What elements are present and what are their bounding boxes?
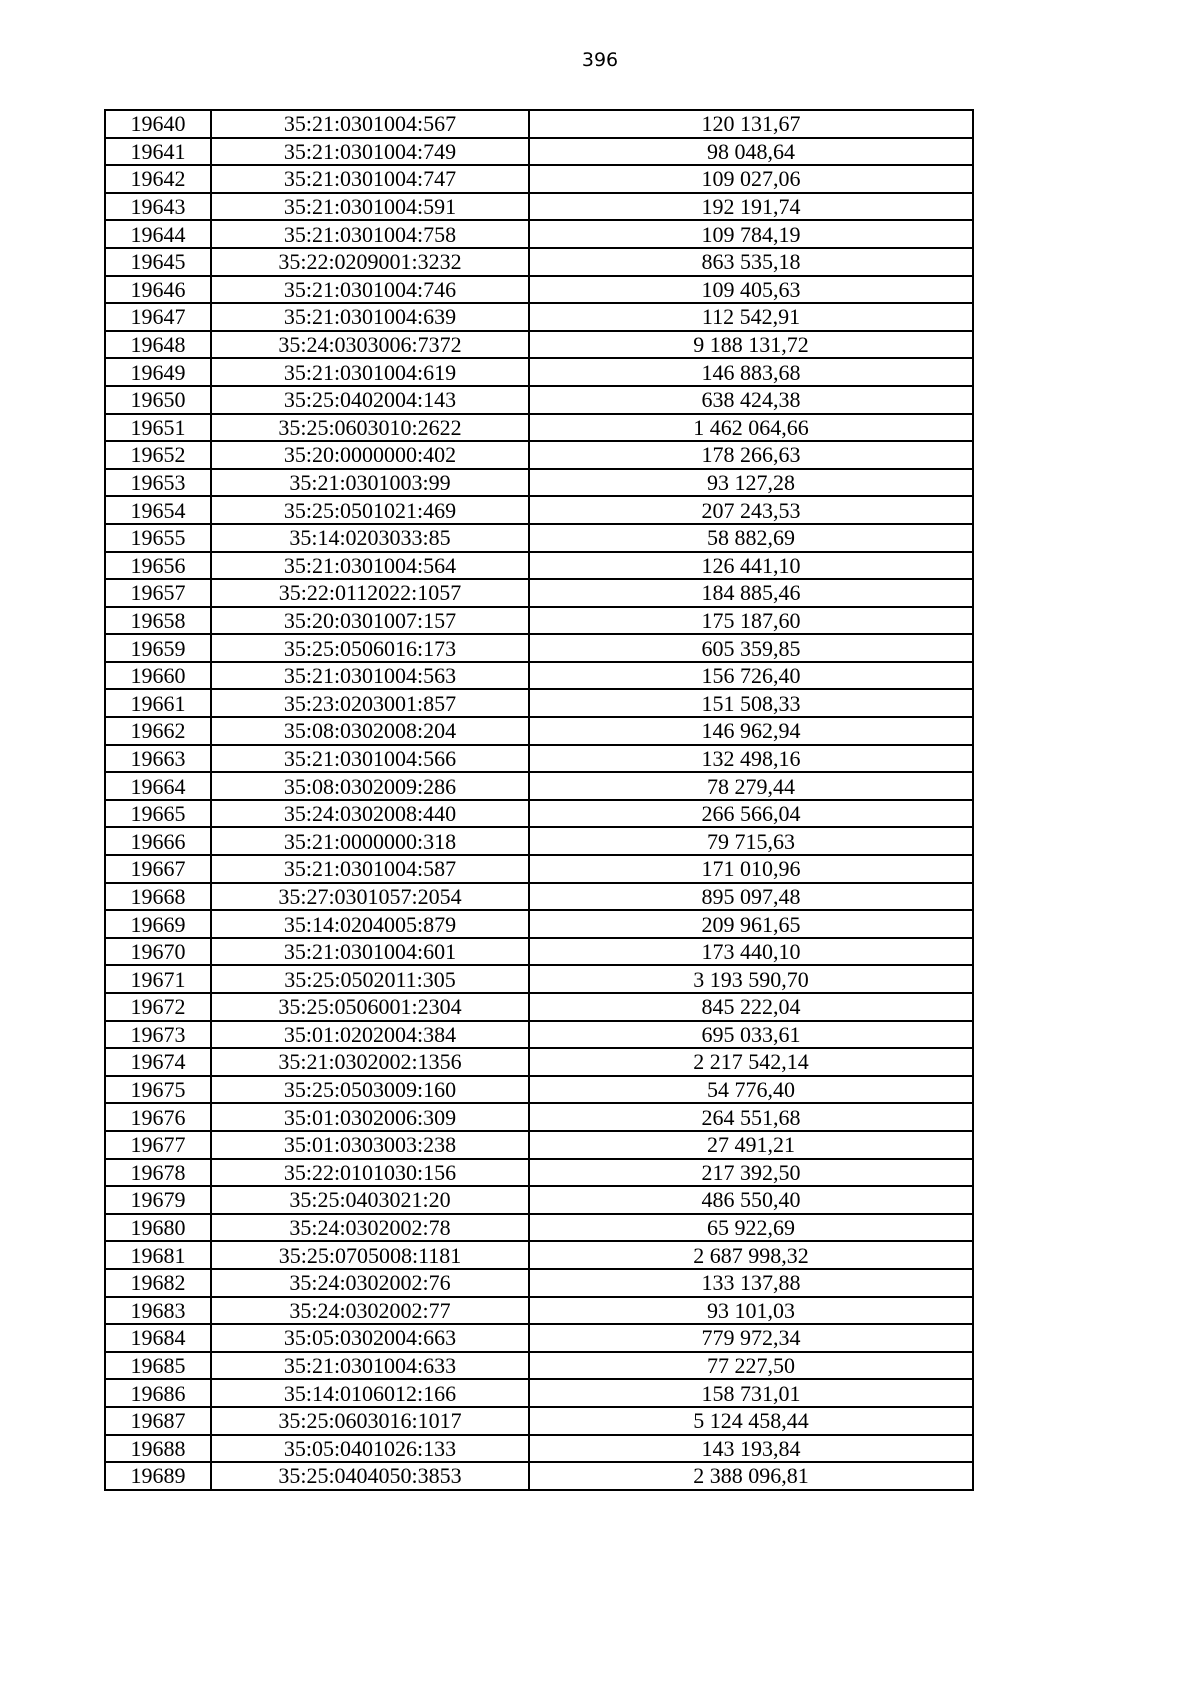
- cadastral-value-cell: 98 048,64: [529, 138, 973, 166]
- row-number-cell: 19661: [105, 689, 211, 717]
- cadastral-value-cell: 77 227,50: [529, 1352, 973, 1380]
- table-row: [105, 386, 973, 414]
- cadastral-number-cell: 35:21:0301004:619: [211, 358, 529, 386]
- cadastral-number-cell: 35:21:0301004:758: [211, 220, 529, 248]
- row-number-cell: 19671: [105, 965, 211, 993]
- cadastral-value-cell: 695 033,61: [529, 1021, 973, 1049]
- cadastral-number-cell: 35:25:0603010:2622: [211, 414, 529, 442]
- table-row: [105, 1379, 973, 1407]
- cadastral-number-cell: 35:14:0106012:166: [211, 1379, 529, 1407]
- cadastral-value-cell: 5 124 458,44: [529, 1407, 973, 1435]
- table-row: [105, 1462, 973, 1490]
- row-number-cell: 19664: [105, 772, 211, 800]
- row-number-cell: 19684: [105, 1324, 211, 1352]
- table-row: [105, 220, 973, 248]
- cadastral-number-cell: 35:21:0301003:99: [211, 469, 529, 497]
- cadastral-value-cell: 9 188 131,72: [529, 331, 973, 359]
- table-row: [105, 1324, 973, 1352]
- table-row: [105, 496, 973, 524]
- cadastral-number-cell: 35:21:0301004:749: [211, 138, 529, 166]
- cadastral-number-cell: 35:22:0101030:156: [211, 1159, 529, 1187]
- table-row: [105, 855, 973, 883]
- row-number-cell: 19648: [105, 331, 211, 359]
- row-number-cell: 19641: [105, 138, 211, 166]
- cadastral-value-cell: 58 882,69: [529, 524, 973, 552]
- row-number-cell: 19683: [105, 1297, 211, 1325]
- table-row: [105, 717, 973, 745]
- cadastral-value-cell: 173 440,10: [529, 938, 973, 966]
- row-number-cell: 19655: [105, 524, 211, 552]
- table-row: [105, 634, 973, 662]
- cadastral-number-cell: 35:24:0302002:78: [211, 1214, 529, 1242]
- cadastral-number-cell: 35:05:0302004:663: [211, 1324, 529, 1352]
- cadastral-number-cell: 35:22:0112022:1057: [211, 579, 529, 607]
- row-number-cell: 19668: [105, 883, 211, 911]
- table-body: [105, 110, 973, 1490]
- table-row: [105, 552, 973, 580]
- cadastral-number-cell: 35:25:0402004:143: [211, 386, 529, 414]
- table-row: [105, 1297, 973, 1325]
- row-number-cell: 19644: [105, 220, 211, 248]
- cadastral-value-cell: 779 972,34: [529, 1324, 973, 1352]
- cadastral-number-cell: 35:21:0301004:639: [211, 303, 529, 331]
- cadastral-value-cell: 132 498,16: [529, 745, 973, 773]
- cadastral-number-cell: 35:25:0501021:469: [211, 496, 529, 524]
- row-number-cell: 19687: [105, 1407, 211, 1435]
- cadastral-number-cell: 35:20:0000000:402: [211, 441, 529, 469]
- table-row: [105, 1269, 973, 1297]
- cadastral-value-table: [104, 109, 974, 1491]
- cadastral-value-cell: 486 550,40: [529, 1186, 973, 1214]
- row-number-cell: 19680: [105, 1214, 211, 1242]
- page-number: 396: [581, 49, 619, 71]
- cadastral-value-cell: 217 392,50: [529, 1159, 973, 1187]
- cadastral-number-cell: 35:21:0301004:591: [211, 193, 529, 221]
- cadastral-value-cell: 845 222,04: [529, 993, 973, 1021]
- cadastral-number-cell: 35:24:0302008:440: [211, 800, 529, 828]
- cadastral-value-cell: 93 127,28: [529, 469, 973, 497]
- cadastral-number-cell: 35:21:0301004:747: [211, 165, 529, 193]
- table-row: [105, 910, 973, 938]
- cadastral-number-cell: 35:25:0502011:305: [211, 965, 529, 993]
- cadastral-value-cell: 109 027,06: [529, 165, 973, 193]
- row-number-cell: 19682: [105, 1269, 211, 1297]
- cadastral-number-cell: 35:21:0302002:1356: [211, 1048, 529, 1076]
- cadastral-value-cell: 184 885,46: [529, 579, 973, 607]
- table-row: [105, 358, 973, 386]
- row-number-cell: 19677: [105, 1131, 211, 1159]
- row-number-cell: 19674: [105, 1048, 211, 1076]
- cadastral-number-cell: 35:14:0204005:879: [211, 910, 529, 938]
- cadastral-value-cell: 143 193,84: [529, 1435, 973, 1463]
- cadastral-value-cell: 54 776,40: [529, 1076, 973, 1104]
- cadastral-value-cell: 605 359,85: [529, 634, 973, 662]
- table-row: [105, 165, 973, 193]
- cadastral-number-cell: 35:08:0302008:204: [211, 717, 529, 745]
- cadastral-number-cell: 35:01:0202004:384: [211, 1021, 529, 1049]
- row-number-cell: 19640: [105, 110, 211, 138]
- table-row: [105, 303, 973, 331]
- cadastral-value-cell: 146 962,94: [529, 717, 973, 745]
- row-number-cell: 19681: [105, 1241, 211, 1269]
- cadastral-value-cell: 207 243,53: [529, 496, 973, 524]
- row-number-cell: 19650: [105, 386, 211, 414]
- cadastral-value-cell: 146 883,68: [529, 358, 973, 386]
- row-number-cell: 19689: [105, 1462, 211, 1490]
- row-number-cell: 19653: [105, 469, 211, 497]
- table-row: [105, 1131, 973, 1159]
- cadastral-value-cell: 3 193 590,70: [529, 965, 973, 993]
- row-number-cell: 19672: [105, 993, 211, 1021]
- cadastral-value-cell: 156 726,40: [529, 662, 973, 690]
- row-number-cell: 19688: [105, 1435, 211, 1463]
- cadastral-number-cell: 35:21:0301004:567: [211, 110, 529, 138]
- cadastral-number-cell: 35:21:0301004:566: [211, 745, 529, 773]
- table-row: [105, 1407, 973, 1435]
- table-row: [105, 1186, 973, 1214]
- table-row: [105, 745, 973, 773]
- cadastral-number-cell: 35:25:0404050:3853: [211, 1462, 529, 1490]
- row-number-cell: 19647: [105, 303, 211, 331]
- cadastral-value-cell: 109 784,19: [529, 220, 973, 248]
- cadastral-value-cell: 1 462 064,66: [529, 414, 973, 442]
- table-row: [105, 800, 973, 828]
- row-number-cell: 19665: [105, 800, 211, 828]
- cadastral-number-cell: 35:01:0302006:309: [211, 1103, 529, 1131]
- cadastral-value-cell: 112 542,91: [529, 303, 973, 331]
- cadastral-number-cell: 35:08:0302009:286: [211, 772, 529, 800]
- cadastral-number-cell: 35:24:0302002:77: [211, 1297, 529, 1325]
- row-number-cell: 19678: [105, 1159, 211, 1187]
- table-row: [105, 1214, 973, 1242]
- cadastral-number-cell: 35:25:0506001:2304: [211, 993, 529, 1021]
- table-row: [105, 248, 973, 276]
- row-number-cell: 19673: [105, 1021, 211, 1049]
- cadastral-number-cell: 35:21:0301004:563: [211, 662, 529, 690]
- row-number-cell: 19663: [105, 745, 211, 773]
- table-row: [105, 276, 973, 304]
- cadastral-number-cell: 35:25:0506016:173: [211, 634, 529, 662]
- cadastral-value-cell: 209 961,65: [529, 910, 973, 938]
- row-number-cell: 19669: [105, 910, 211, 938]
- cadastral-value-cell: 133 137,88: [529, 1269, 973, 1297]
- row-number-cell: 19645: [105, 248, 211, 276]
- cadastral-number-cell: 35:21:0000000:318: [211, 827, 529, 855]
- cadastral-value-cell: 120 131,67: [529, 110, 973, 138]
- cadastral-number-cell: 35:01:0303003:238: [211, 1131, 529, 1159]
- cadastral-value-cell: 638 424,38: [529, 386, 973, 414]
- row-number-cell: 19657: [105, 579, 211, 607]
- row-number-cell: 19643: [105, 193, 211, 221]
- row-number-cell: 19660: [105, 662, 211, 690]
- cadastral-value-cell: 126 441,10: [529, 552, 973, 580]
- table-row: [105, 1021, 973, 1049]
- row-number-cell: 19656: [105, 552, 211, 580]
- cadastral-number-cell: 35:21:0301004:587: [211, 855, 529, 883]
- row-number-cell: 19654: [105, 496, 211, 524]
- cadastral-value-cell: 2 388 096,81: [529, 1462, 973, 1490]
- row-number-cell: 19666: [105, 827, 211, 855]
- cadastral-value-cell: 264 551,68: [529, 1103, 973, 1131]
- cadastral-value-cell: 171 010,96: [529, 855, 973, 883]
- cadastral-value-cell: 79 715,63: [529, 827, 973, 855]
- row-number-cell: 19679: [105, 1186, 211, 1214]
- cadastral-value-cell: 65 922,69: [529, 1214, 973, 1242]
- cadastral-value-cell: 863 535,18: [529, 248, 973, 276]
- cadastral-number-cell: 35:21:0301004:601: [211, 938, 529, 966]
- table-row: [105, 579, 973, 607]
- cadastral-value-cell: 2 687 998,32: [529, 1241, 973, 1269]
- cadastral-number-cell: 35:24:0302002:76: [211, 1269, 529, 1297]
- table-row: [105, 689, 973, 717]
- table-row: [105, 414, 973, 442]
- table-row: [105, 1159, 973, 1187]
- row-number-cell: 19659: [105, 634, 211, 662]
- cadastral-number-cell: 35:24:0303006:7372: [211, 331, 529, 359]
- table-row: [105, 965, 973, 993]
- cadastral-value-cell: 178 266,63: [529, 441, 973, 469]
- row-number-cell: 19652: [105, 441, 211, 469]
- cadastral-number-cell: 35:25:0403021:20: [211, 1186, 529, 1214]
- table-row: [105, 1103, 973, 1131]
- cadastral-number-cell: 35:25:0705008:1181: [211, 1241, 529, 1269]
- cadastral-number-cell: 35:21:0301004:746: [211, 276, 529, 304]
- table-row: [105, 993, 973, 1021]
- table-row: [105, 469, 973, 497]
- table-row: [105, 827, 973, 855]
- cadastral-value-cell: 151 508,33: [529, 689, 973, 717]
- cadastral-value-cell: 895 097,48: [529, 883, 973, 911]
- table-row: [105, 1241, 973, 1269]
- cadastral-number-cell: 35:22:0209001:3232: [211, 248, 529, 276]
- row-number-cell: 19646: [105, 276, 211, 304]
- cadastral-number-cell: 35:21:0301004:564: [211, 552, 529, 580]
- row-number-cell: 19662: [105, 717, 211, 745]
- cadastral-value-cell: 175 187,60: [529, 607, 973, 635]
- table-row: [105, 607, 973, 635]
- row-number-cell: 19642: [105, 165, 211, 193]
- table-row: [105, 1435, 973, 1463]
- row-number-cell: 19675: [105, 1076, 211, 1104]
- cadastral-number-cell: 35:14:0203033:85: [211, 524, 529, 552]
- table-row: [105, 662, 973, 690]
- table-row: [105, 772, 973, 800]
- cadastral-value-cell: 27 491,21: [529, 1131, 973, 1159]
- cadastral-number-cell: 35:21:0301004:633: [211, 1352, 529, 1380]
- table-row: [105, 1076, 973, 1104]
- row-number-cell: 19685: [105, 1352, 211, 1380]
- cadastral-value-cell: 266 566,04: [529, 800, 973, 828]
- table-row: [105, 938, 973, 966]
- table-row: [105, 441, 973, 469]
- cadastral-number-cell: 35:25:0603016:1017: [211, 1407, 529, 1435]
- table-row: [105, 1048, 973, 1076]
- cadastral-number-cell: 35:20:0301007:157: [211, 607, 529, 635]
- cadastral-number-cell: 35:25:0503009:160: [211, 1076, 529, 1104]
- table-row: [105, 1352, 973, 1380]
- table-row: [105, 138, 973, 166]
- row-number-cell: 19667: [105, 855, 211, 883]
- table-row: [105, 524, 973, 552]
- cadastral-value-cell: 78 279,44: [529, 772, 973, 800]
- cadastral-value-cell: 109 405,63: [529, 276, 973, 304]
- row-number-cell: 19670: [105, 938, 211, 966]
- table-row: [105, 110, 973, 138]
- cadastral-value-cell: 93 101,03: [529, 1297, 973, 1325]
- cadastral-number-cell: 35:23:0203001:857: [211, 689, 529, 717]
- row-number-cell: 19651: [105, 414, 211, 442]
- row-number-cell: 19658: [105, 607, 211, 635]
- cadastral-value-cell: 158 731,01: [529, 1379, 973, 1407]
- table-row: [105, 331, 973, 359]
- row-number-cell: 19686: [105, 1379, 211, 1407]
- cadastral-number-cell: 35:27:0301057:2054: [211, 883, 529, 911]
- cadastral-number-cell: 35:05:0401026:133: [211, 1435, 529, 1463]
- table-row: [105, 193, 973, 221]
- cadastral-value-cell: 192 191,74: [529, 193, 973, 221]
- table-row: [105, 883, 973, 911]
- cadastral-value-cell: 2 217 542,14: [529, 1048, 973, 1076]
- row-number-cell: 19676: [105, 1103, 211, 1131]
- row-number-cell: 19649: [105, 358, 211, 386]
